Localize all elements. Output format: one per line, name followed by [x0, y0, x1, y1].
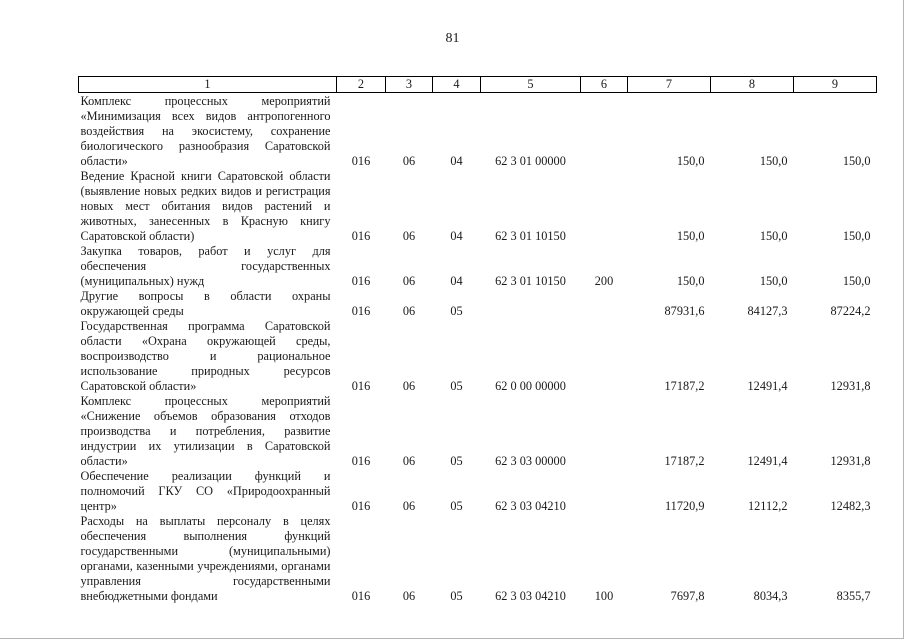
- ministry-code: 016: [351, 274, 371, 288]
- section-code: 06: [402, 274, 416, 288]
- amount-col-7: 11720,9: [664, 499, 705, 513]
- ministry-code: 016: [351, 154, 371, 168]
- section-code: 06: [402, 454, 416, 468]
- target-article-code: 62 3 03 04210: [495, 589, 566, 603]
- amount-col-8: 12112,2: [747, 499, 788, 513]
- expense-type-code: [581, 93, 628, 170]
- column-header-1: 1: [79, 77, 337, 93]
- column-header-6: 6: [581, 77, 628, 93]
- amount-col-8: 12491,4: [747, 379, 788, 393]
- amount-col-9: 12931,8: [830, 454, 871, 468]
- amount-col-8: 150,0: [759, 274, 788, 288]
- target-article-code: 62 3 03 00000: [495, 454, 566, 468]
- ministry-code: 016: [351, 454, 371, 468]
- expense-type-code: [581, 289, 628, 319]
- expense-type-code: 100: [594, 589, 614, 603]
- target-article-code: 62 3 01 00000: [495, 154, 566, 168]
- section-code: 06: [402, 499, 416, 513]
- target-article-code: 62 3 01 10150: [495, 274, 566, 288]
- table-row: [79, 514, 877, 604]
- expense-type-code: [581, 394, 628, 469]
- amount-col-9: 150,0: [842, 154, 871, 168]
- amount-col-9: 150,0: [842, 229, 871, 243]
- row-name: Государственная программа Саратовской области «Охрана окружающей среды, воспроизводство и рациональное использование природных ресурсов Саратовской области»: [80, 319, 331, 393]
- row-name: Другие вопросы в области охраны окружающей среды: [80, 289, 331, 318]
- row-name: Комплекс процессных мероприятий «Минимизация всех видов антропогенного воздействия на экосистему, сохранение биологического разнообразия Саратовской области»: [80, 94, 331, 168]
- target-article-code: [481, 289, 581, 319]
- amount-col-8: 150,0: [759, 154, 788, 168]
- subsection-code: 05: [450, 589, 463, 603]
- expense-type-code: 200: [594, 274, 614, 288]
- column-header-3: 3: [386, 77, 433, 93]
- row-name: Обеспечение реализации функций и полномочий ГКУ СО «Природоохранный центр»: [80, 469, 331, 513]
- amount-col-9: 87224,2: [830, 304, 871, 318]
- budget-table: [78, 76, 877, 604]
- amount-col-7: 7697,8: [670, 589, 705, 603]
- row-name: Комплекс процессных мероприятий «Снижение объемов образования отходов производства и потребления, развитие индустрии их утилизации в Саратовской области»: [80, 394, 331, 468]
- amount-col-9: 12482,3: [830, 499, 871, 513]
- table-row: [79, 244, 877, 289]
- expense-type-code: [581, 319, 628, 394]
- section-code: 06: [402, 379, 416, 393]
- column-header-4: 4: [433, 77, 481, 93]
- amount-col-7: 17187,2: [664, 454, 705, 468]
- section-code: 06: [402, 589, 416, 603]
- ministry-code: 016: [351, 589, 371, 603]
- section-code: 06: [402, 304, 416, 318]
- subsection-code: 04: [450, 154, 463, 168]
- section-code: 06: [402, 229, 416, 243]
- row-name: Закупка товаров, работ и услуг для обеспечения государственных (муниципальных) нужд: [80, 244, 331, 288]
- subsection-code: 05: [450, 304, 463, 318]
- ministry-code: 016: [351, 229, 371, 243]
- amount-col-8: 12491,4: [747, 454, 788, 468]
- amount-col-7: 150,0: [676, 229, 705, 243]
- target-article-code: 62 0 00 00000: [495, 379, 566, 393]
- amount-col-7: 87931,6: [664, 304, 705, 318]
- amount-col-8: 150,0: [759, 229, 788, 243]
- table-row: [79, 469, 877, 514]
- table-row: [79, 93, 877, 170]
- ministry-code: 016: [351, 379, 371, 393]
- ministry-code: 016: [351, 304, 371, 318]
- subsection-code: 05: [450, 499, 463, 513]
- column-header-2: 2: [337, 77, 386, 93]
- row-name: Ведение Красной книги Саратовской области (выявление новых редких видов и регистрация новых мест обитания видов растений и животных, занесенных в Красную книгу Саратовской области): [80, 169, 331, 243]
- ministry-code: 016: [351, 499, 371, 513]
- amount-col-8: 8034,3: [753, 589, 788, 603]
- table-row: [79, 169, 877, 244]
- subsection-code: 05: [450, 379, 463, 393]
- column-header-7: 7: [628, 77, 711, 93]
- row-name: Расходы на выплаты персоналу в целях обеспечения выполнения функций государственными (муниципальными) органами, казенными учреждениями, органами управления государственными внебюджетными фондами: [80, 514, 331, 603]
- amount-col-7: 150,0: [676, 274, 705, 288]
- subsection-code: 04: [450, 274, 463, 288]
- amount-col-7: 17187,2: [664, 379, 705, 393]
- section-code: 06: [402, 154, 416, 168]
- expense-type-code: [581, 169, 628, 244]
- column-header-9: 9: [794, 77, 877, 93]
- amount-col-9: 150,0: [842, 274, 871, 288]
- table-row: [79, 394, 877, 469]
- column-header-8: 8: [711, 77, 794, 93]
- target-article-code: 62 3 01 10150: [495, 229, 566, 243]
- amount-col-9: 12931,8: [830, 379, 871, 393]
- amount-col-9: 8355,7: [836, 589, 871, 603]
- amount-col-8: 84127,3: [747, 304, 788, 318]
- amount-col-7: 150,0: [676, 154, 705, 168]
- column-header-5: 5: [481, 77, 581, 93]
- page-number: 81: [445, 31, 460, 46]
- subsection-code: 05: [450, 454, 463, 468]
- expense-type-code: [581, 469, 628, 514]
- subsection-code: 04: [450, 229, 463, 243]
- table-row: [79, 319, 877, 394]
- target-article-code: 62 3 03 04210: [495, 499, 566, 513]
- header-row: [79, 77, 877, 93]
- table-row: [79, 289, 877, 319]
